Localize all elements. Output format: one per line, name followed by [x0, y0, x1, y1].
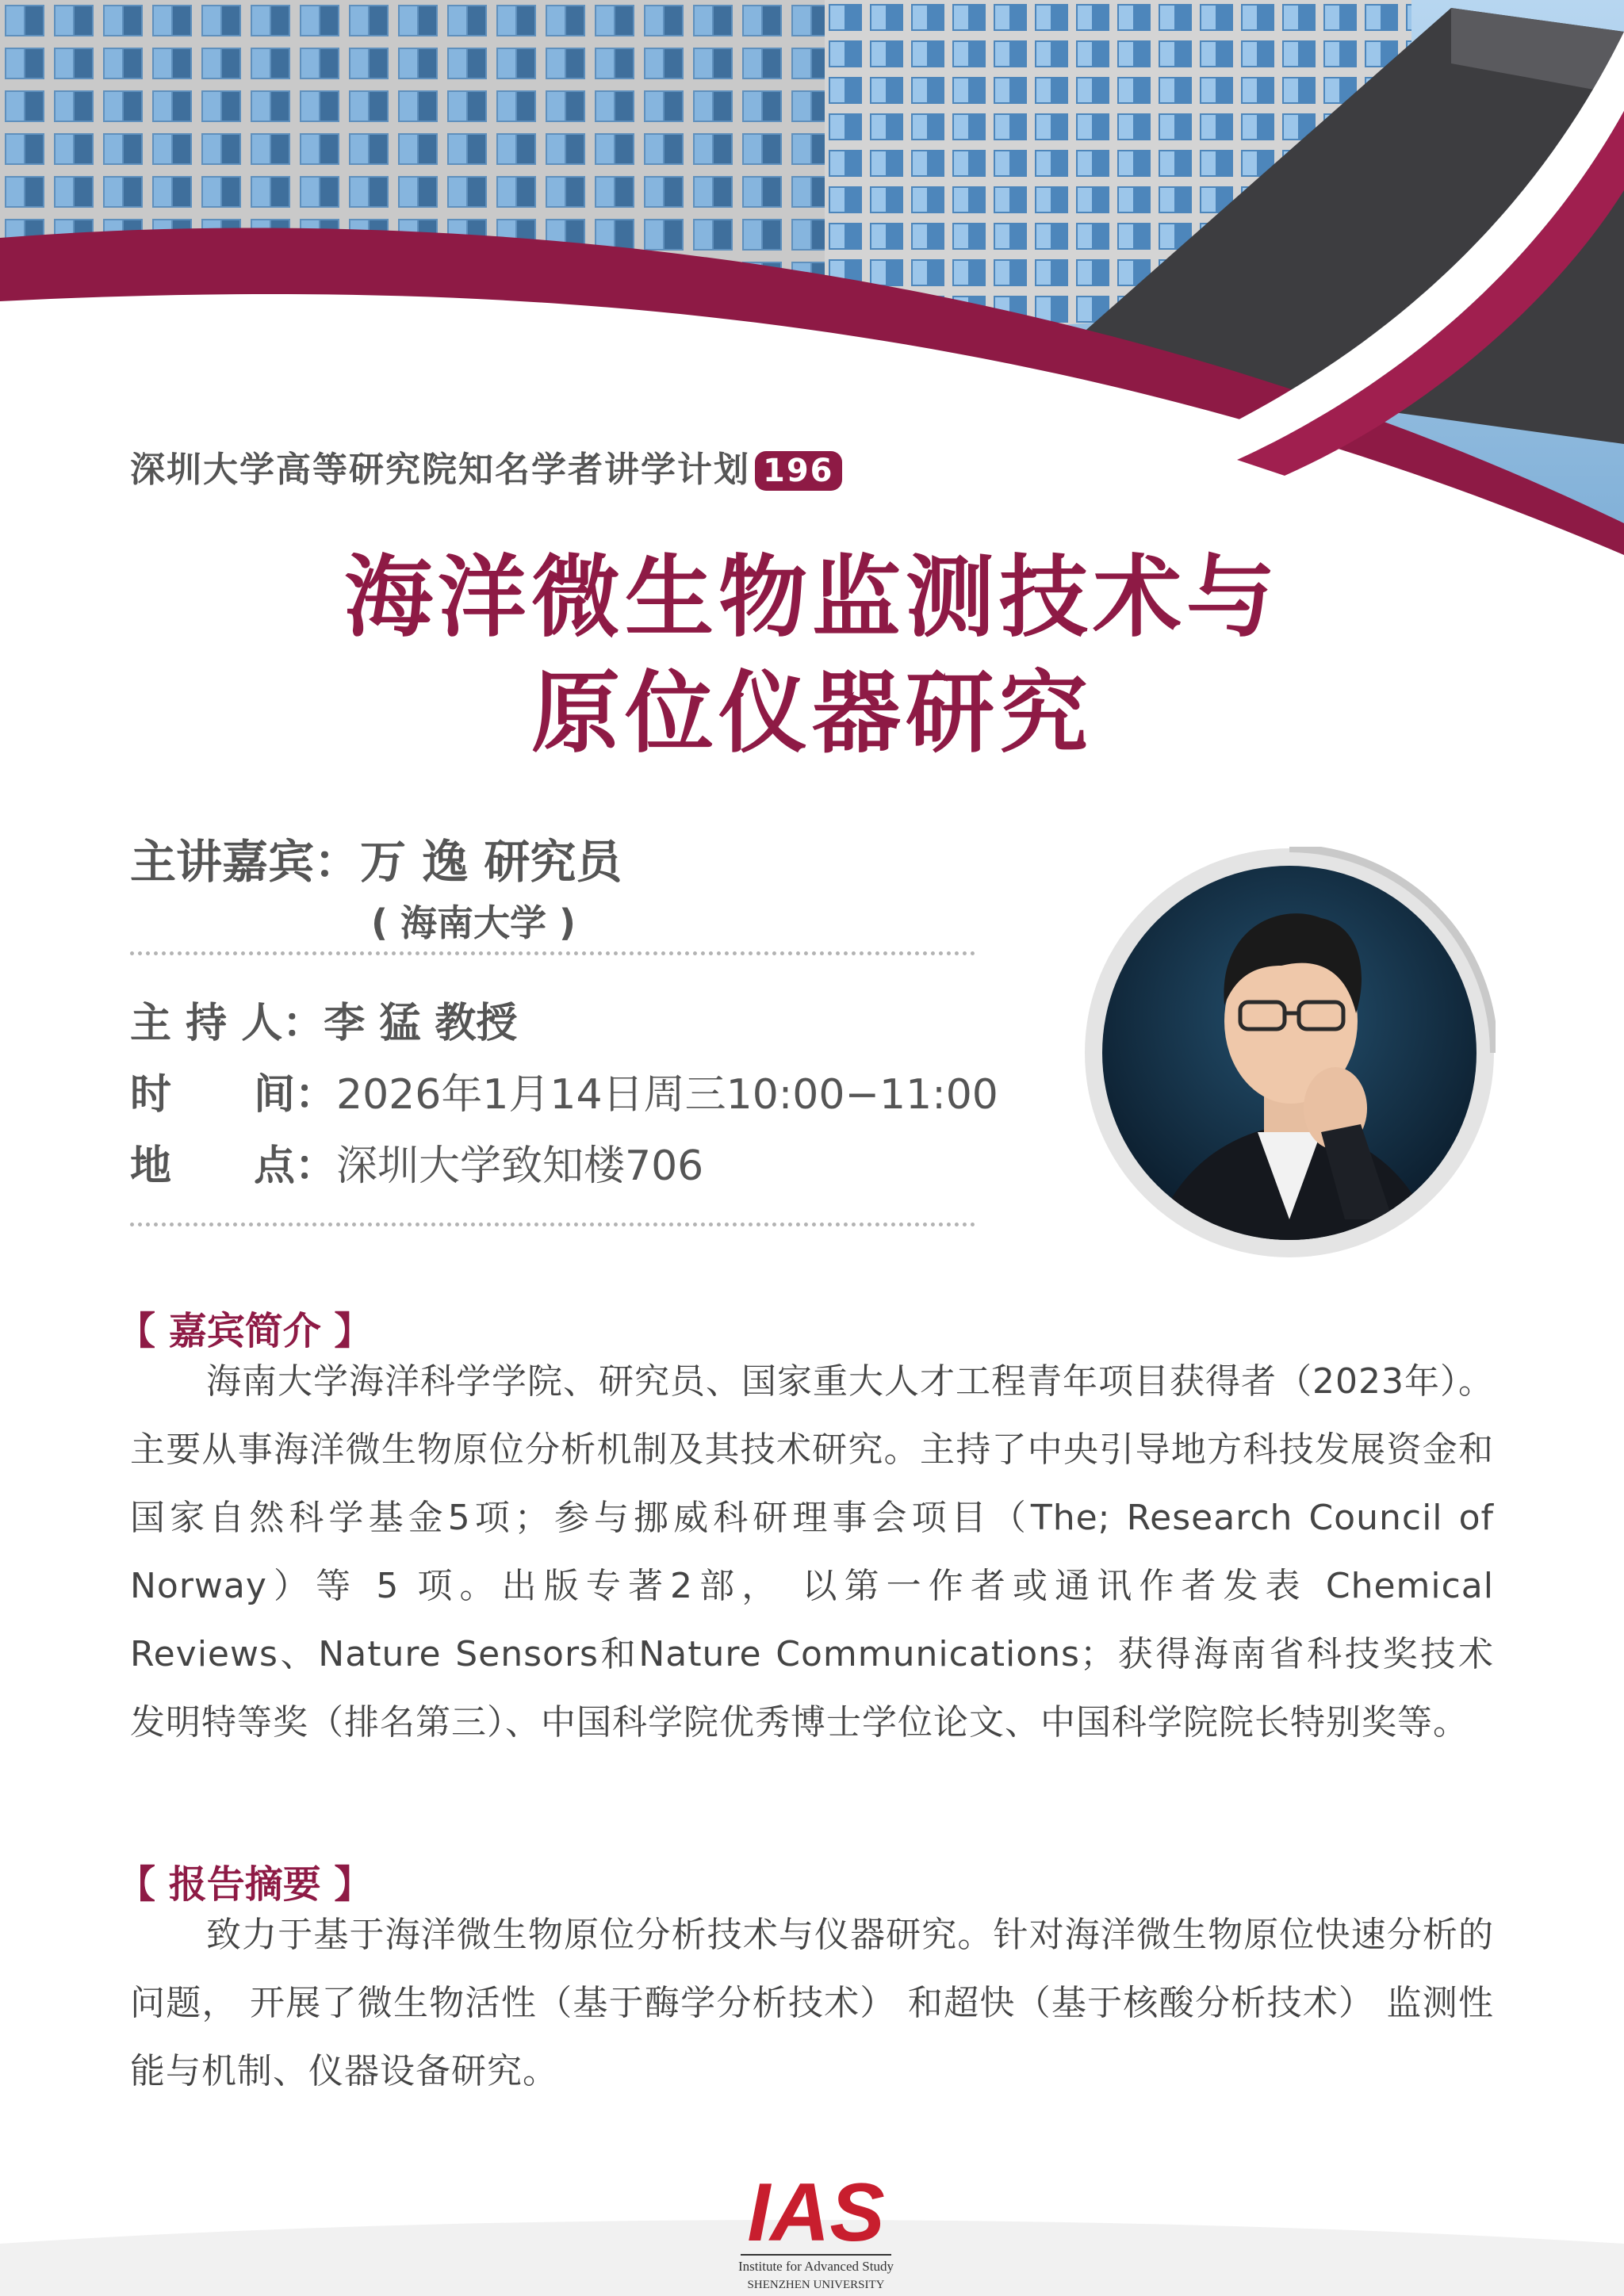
lecture-title-line-1: 海洋微生物监测技术与	[344, 546, 1280, 649]
host-value: 李 猛 教授	[324, 1000, 518, 1047]
time-label: 时 间：	[130, 1071, 337, 1119]
speaker-portrait	[1083, 847, 1496, 1259]
logo-mark: IAS	[747, 2167, 885, 2259]
logo-line-1: Institute for Advanced Study	[738, 2259, 894, 2274]
bio-heading: 【 嘉宾简介 】	[117, 1309, 373, 1353]
speaker-label: 主讲嘉宾：	[130, 835, 361, 889]
ias-logo	[726, 2164, 906, 2296]
dotted-divider-bottom	[130, 1223, 975, 1226]
lecture-title-line-2: 原位仪器研究	[531, 662, 1093, 765]
location-value: 深圳大学致知楼706	[336, 1142, 704, 1190]
speaker-name: 万 逸 研究员	[360, 835, 622, 889]
time-value: 2026年1月14日周三10:00−11:00	[336, 1071, 998, 1119]
time-row	[130, 1061, 998, 1120]
speaker-affiliation: ( 海南大学 )	[371, 901, 576, 944]
series-text: 深圳大学高等研究院知名学者讲学计划	[130, 450, 750, 490]
logo-line-2: SHENZHEN UNIVERSITY	[747, 2279, 885, 2291]
abstract-text: 致力于基于海洋微生物原位分析技术与仪器研究。针对海洋微生物原位快速分析的问题， 开展了微生物活性（基于酶学分析技术） 和超快（基于核酸分析技术） 监测性能与机制、仪器设备研究。	[130, 1915, 1494, 2091]
speaker-line	[130, 825, 622, 891]
location-label: 地 点：	[130, 1142, 337, 1190]
lecture-series-label	[130, 441, 842, 492]
abstract-heading: 【 报告摘要 】	[117, 1862, 373, 1907]
host-label: 主 持 人：	[130, 1000, 324, 1047]
location-row	[130, 1132, 703, 1192]
dotted-divider-top	[130, 951, 975, 955]
host-row	[130, 989, 517, 1049]
bio-text: 海南大学海洋科学学院、研究员、国家重大人才工程青年项目获得者（2023年）。主要从事海洋微生物原位分析机制及其技术研究。主持了中央引导地方科技发展资金和国家自然科学基金5项；参与挪威科研理事会项目（The; Research Council of Norway）等 5 项。出版专著2部， 以第一作者或通讯作者发表 Chemical Reviews、Nature Sensors和Nature Communications；获得海南省科技奖技术发明特等奖（排名第三）、中国科学院优秀博士学位论文、中国科学院院长特别奖等。	[130, 1361, 1494, 1743]
series-number-badge: 196	[755, 451, 842, 491]
